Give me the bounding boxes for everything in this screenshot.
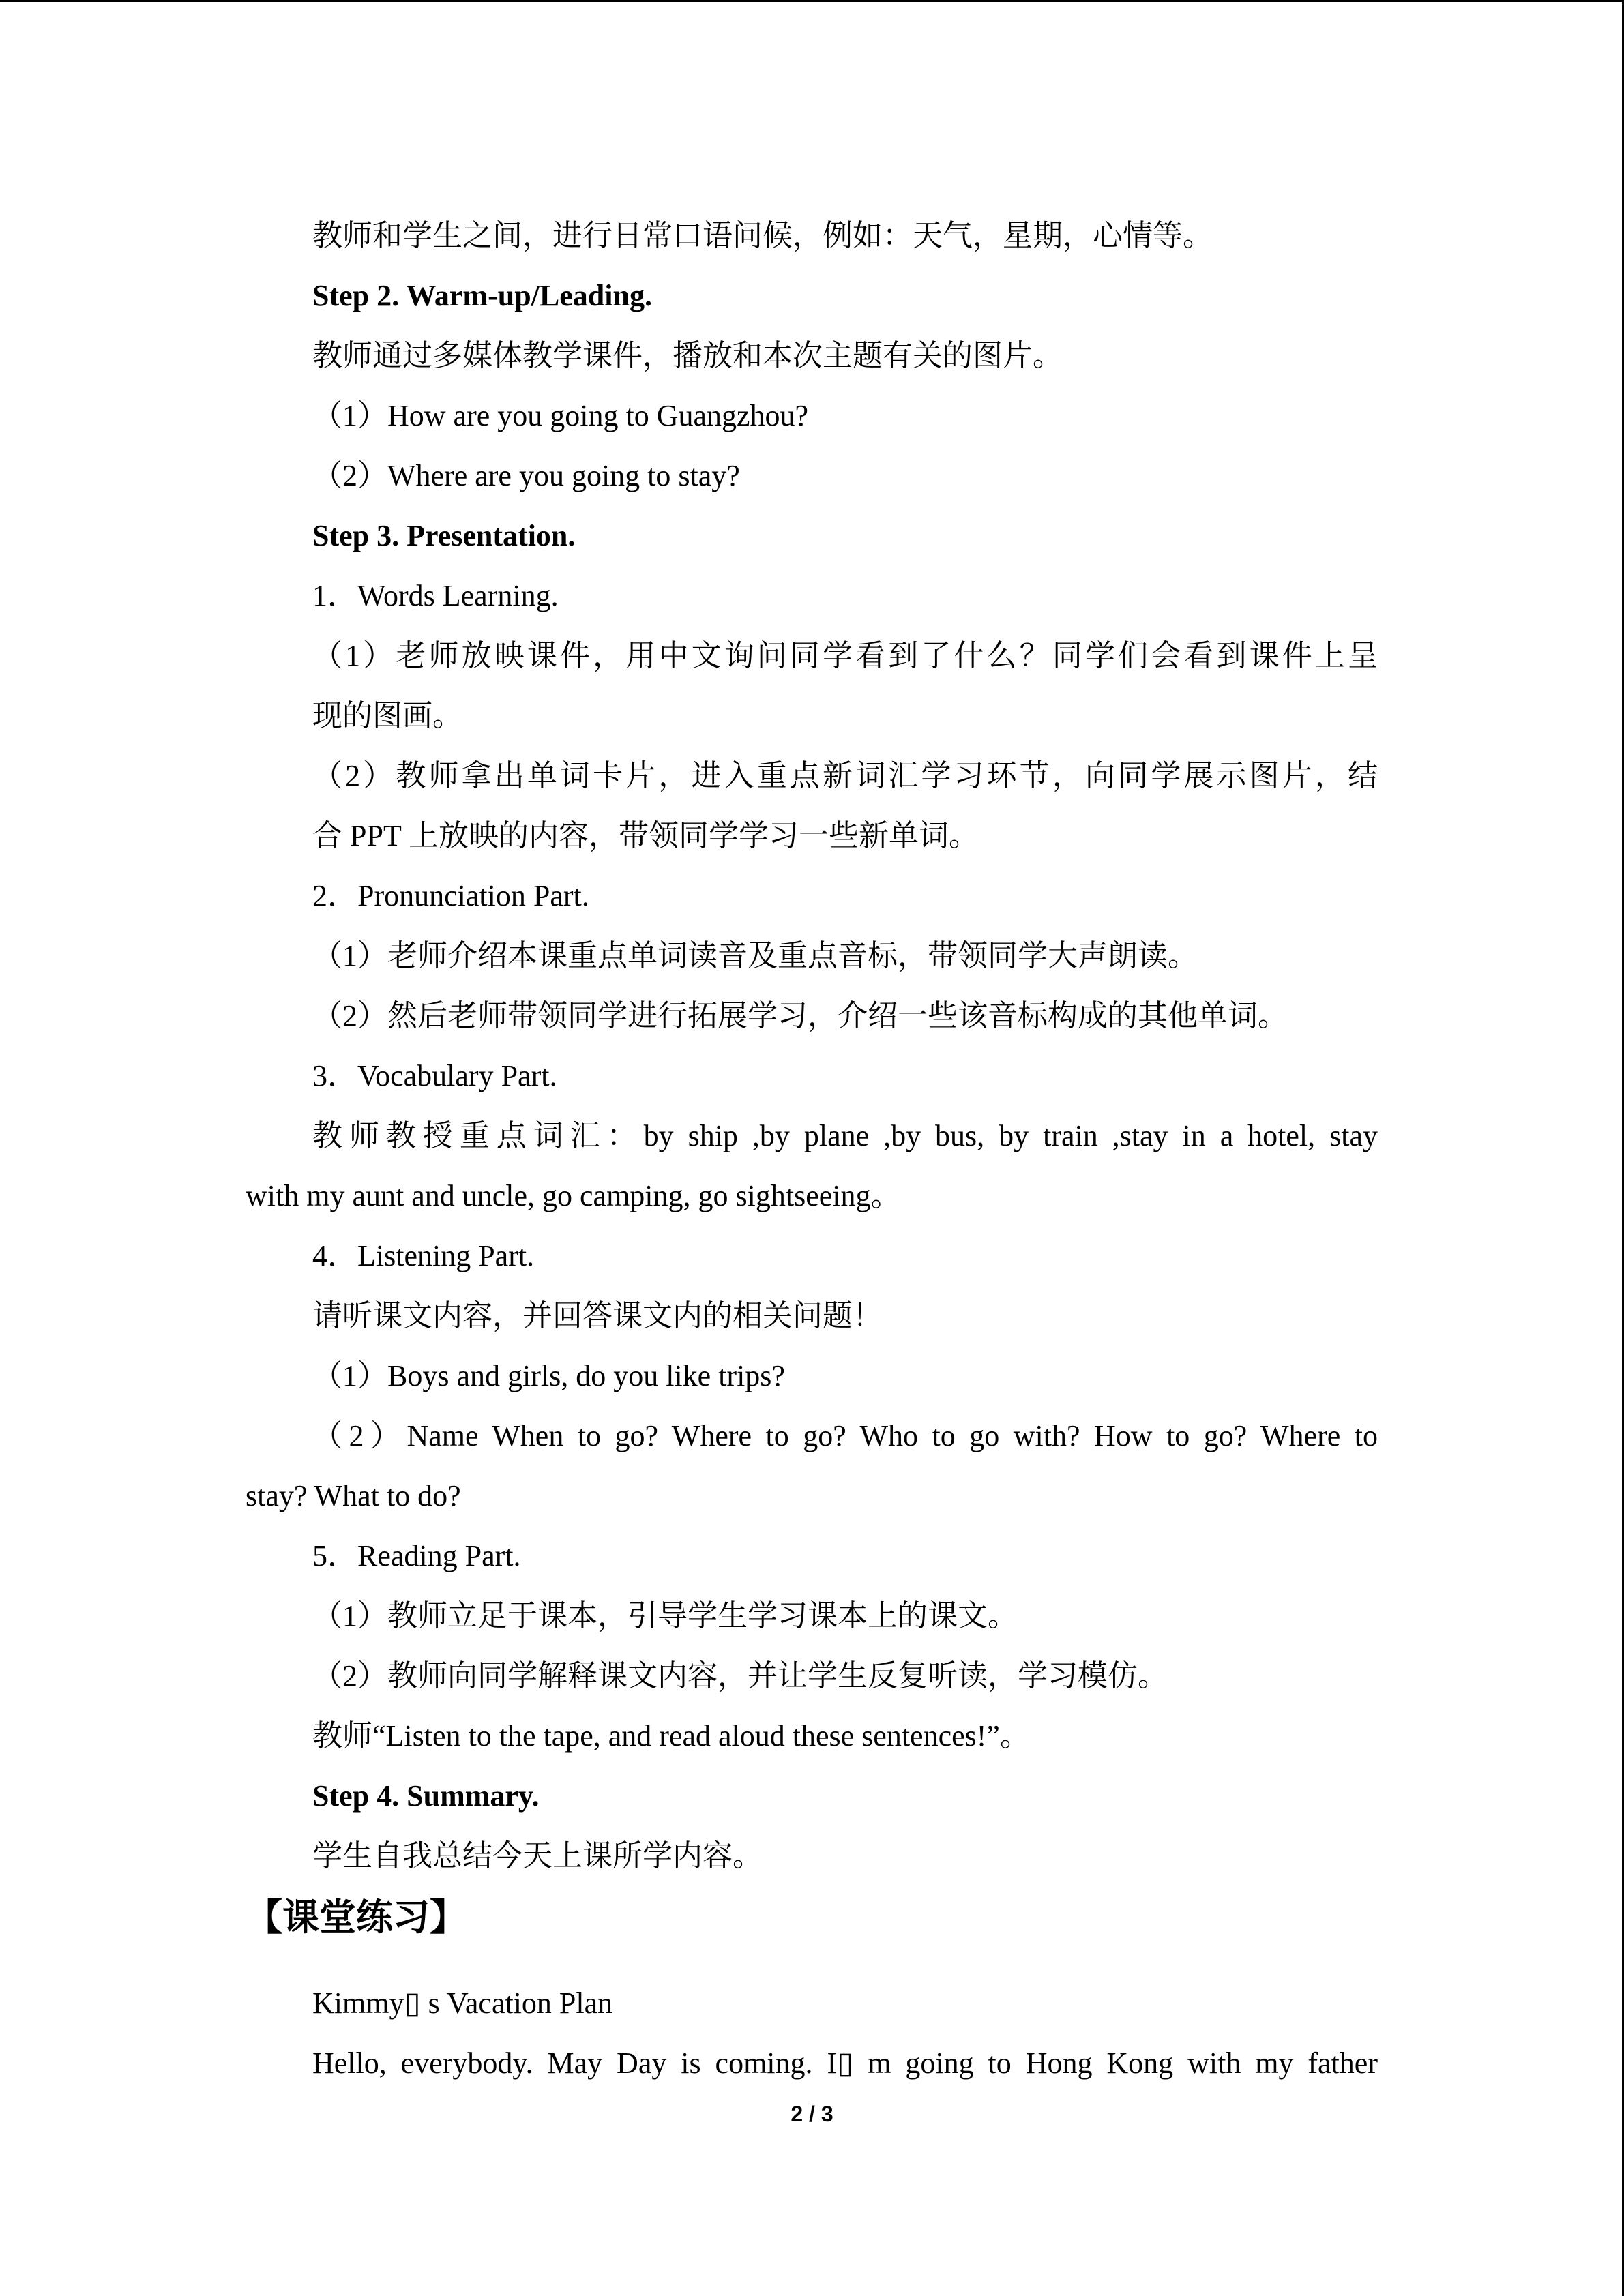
warmup-question-1: （1）How are you going to Guangzhou? <box>312 399 809 432</box>
reading-item-1: （1）教师立足于课本，引导学生学习课本上的课文。 <box>312 1599 1018 1632</box>
reading-instruction: 教师“Listen to the tape, and read aloud these sentences!”。 <box>312 1719 1030 1753</box>
vocabulary-paragraph-line-1: 教师教授重点词汇：by ship ,by plane ,by bus, by train ,stay in a hotel, stay <box>312 1119 1378 1152</box>
vocabulary-paragraph-line-2: with my aunt and uncle, go camping, go sightseeing。 <box>246 1179 901 1212</box>
words-learning-item-1-line-1: （1）老师放映课件，用中文询问同学看到了什么？同学们会看到课件上呈 <box>312 639 1378 672</box>
listening-question-1: （1）Boys and girls, do you like trips? <box>312 1359 785 1392</box>
reading-item-2: （2）教师向同学解释课文内容，并让学生反复听读，学习模仿。 <box>312 1659 1168 1693</box>
step-2-heading: Step 2. Warm-up/Leading. <box>312 279 652 312</box>
exercise-title: Kimmy▯ s Vacation Plan <box>312 1986 613 2020</box>
summary-paragraph: 学生自我总结今天上课所学内容。 <box>312 1839 763 1873</box>
step-4-heading: Step 4. Summary. <box>312 1779 540 1813</box>
pronunciation-heading: 2．Pronunciation Part. <box>312 879 589 912</box>
words-learning-item-2-line-1: （2）教师拿出单词卡片，进入重点新词汇学习环节，向同学展示图片，结 <box>312 759 1378 792</box>
listening-instruction: 请听课文内容，并回答课文内的相关问题！ <box>312 1299 883 1332</box>
greeting-paragraph: 教师和学生之间，进行日常口语问候，例如：天气，星期，心情等。 <box>312 219 1213 252</box>
warmup-question-2: （2）Where are you going to stay? <box>312 459 740 492</box>
listening-question-2-line-1: （2）Name When to go? Where to go? Who to go with? How to go? Where to <box>312 1419 1378 1452</box>
words-learning-item-1-line-2: 现的图画。 <box>312 699 462 732</box>
words-learning-heading: 1．Words Learning. <box>312 579 559 612</box>
classroom-exercise-heading: 【课堂练习】 <box>246 1896 467 1939</box>
exercise-paragraph-line-1: Hello, everybody. May Day is coming. I▯ m going to Hong Kong with my father <box>312 2046 1378 2080</box>
step-3-heading: Step 3. Presentation. <box>312 519 576 552</box>
pronunciation-item-2: （2）然后老师带领同学进行拓展学习，介绍一些该音标构成的其他单词。 <box>312 999 1288 1032</box>
page-number: 2 / 3 <box>791 2102 833 2126</box>
listening-heading: 4．Listening Part. <box>312 1239 535 1272</box>
listening-question-2-line-2: stay? What to do? <box>246 1479 461 1512</box>
reading-heading: 5．Reading Part. <box>312 1539 521 1572</box>
pronunciation-item-1: （1）老师介绍本课重点单词读音及重点音标，带领同学大声朗读。 <box>312 939 1198 972</box>
warmup-paragraph: 教师通过多媒体教学课件，播放和本次主题有关的图片。 <box>312 339 1063 372</box>
words-learning-item-2-line-2: 合 PPT 上放映的内容，带领同学学习一些新单词。 <box>312 819 979 852</box>
vocabulary-heading: 3．Vocabulary Part. <box>312 1059 557 1092</box>
